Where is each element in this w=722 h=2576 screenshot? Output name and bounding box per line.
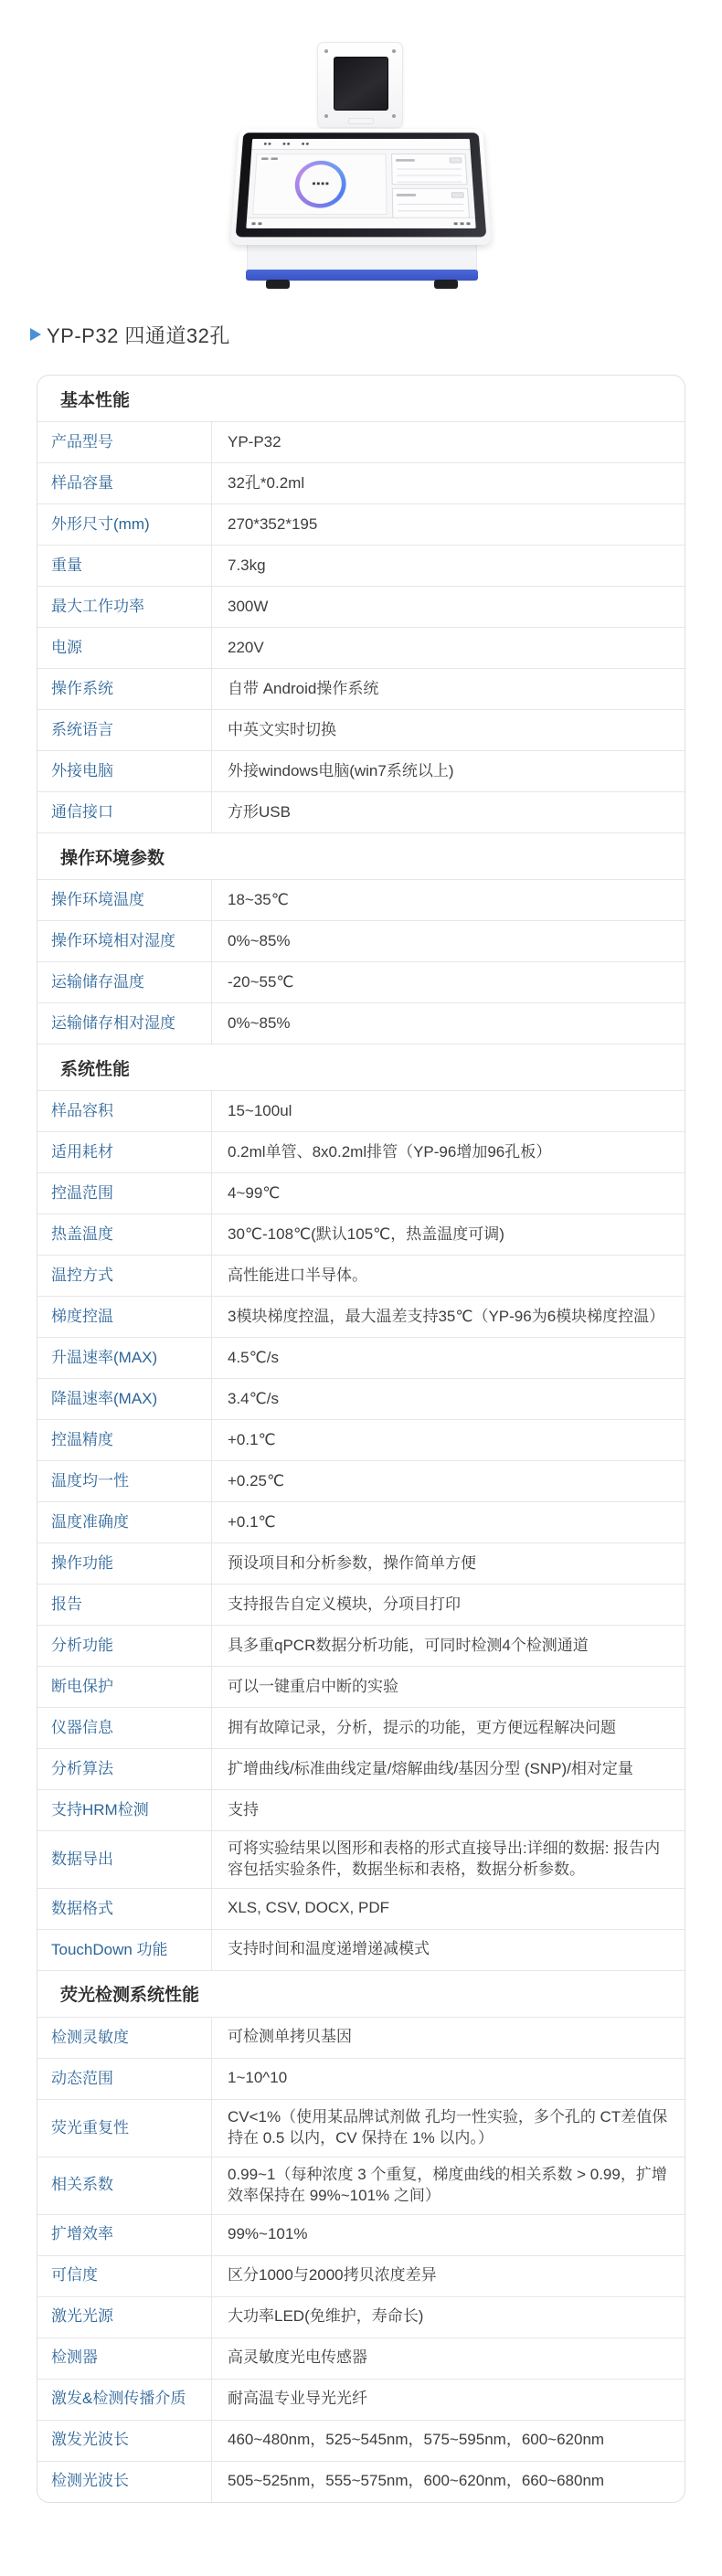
spec-value: 0.2ml单管、8x0.2ml排管（YP-96增加96孔板） <box>228 1142 552 1161</box>
spec-row <box>37 668 685 709</box>
section-header <box>37 376 685 421</box>
spec-label: 适用耗材 <box>37 1132 212 1172</box>
spec-label: 运输储存相对湿度 <box>37 1003 212 1044</box>
spec-value: +0.1℃ <box>228 1512 276 1531</box>
spec-label: 样品容量 <box>37 463 212 504</box>
spec-value: +0.1℃ <box>228 1430 276 1448</box>
spec-value: 拥有故障记录，分析，提示的功能，更方便远程解决问题 <box>228 1718 616 1736</box>
spec-value: 高灵敏度光电传感器 <box>228 2348 367 2367</box>
spec-value: 7.3kg <box>228 556 266 574</box>
spec-label: 断电保护 <box>37 1667 212 1707</box>
spec-value: YP-P32 <box>228 432 281 451</box>
spec-label: 激发光波长 <box>37 2421 212 2461</box>
spec-label: 操作环境温度 <box>37 880 212 920</box>
screw-icon <box>392 49 396 53</box>
spec-label: 升温速率(MAX) <box>37 1338 212 1378</box>
screen-tabbar <box>251 139 470 150</box>
spec-label: 外形尺寸(mm) <box>37 504 212 545</box>
spec-label: 外接电脑 <box>37 751 212 791</box>
spec-label: 荧光重复性 <box>37 2100 212 2157</box>
screw-icon <box>324 49 328 53</box>
spec-row <box>37 1584 685 1625</box>
spec-value: 耐高温专业导光光纤 <box>228 2390 367 2408</box>
spec-value: 270*352*195 <box>228 514 318 533</box>
device-lid <box>317 42 403 128</box>
spec-row <box>37 2099 685 2157</box>
spec-label: 仪器信息 <box>37 1708 212 1748</box>
spec-row <box>37 2337 685 2379</box>
spec-label: 检测灵敏度 <box>37 2018 212 2058</box>
spec-value: 预设项目和分析参数，操作简单方便 <box>228 1553 476 1572</box>
spec-value: 18~35℃ <box>228 890 289 908</box>
spec-label: 温控方式 <box>37 1256 212 1296</box>
progress-ring <box>294 160 346 207</box>
spec-row <box>37 750 685 791</box>
spec-label: 数据导出 <box>37 1831 212 1888</box>
spec-label: 控温范围 <box>37 1173 212 1214</box>
screen-body <box>247 150 475 218</box>
spec-value: 0%~85% <box>228 931 291 949</box>
spec-value: 扩增曲线/标准曲线定量/熔解曲线/基因分型 (SNP)/相对定量 <box>228 1759 633 1777</box>
spec-label: 热盖温度 <box>37 1214 212 1255</box>
monitor-screen <box>246 139 475 228</box>
spec-row <box>37 2296 685 2337</box>
spec-row <box>37 1625 685 1666</box>
spec-row <box>37 1214 685 1255</box>
spec-label: 激发&检测传播介质 <box>37 2380 212 2420</box>
spec-value: 3.4℃/s <box>228 1389 279 1407</box>
spec-value: 4~99℃ <box>228 1183 281 1202</box>
spec-label: 重量 <box>37 546 212 586</box>
section-title: 基本性能 <box>60 390 131 410</box>
lid-latch <box>348 118 374 124</box>
spec-label: 通信接口 <box>37 792 212 832</box>
spec-value: 0.99~1（每种浓度 3 个重复，梯度曲线的相关系数 > 0.99，扩增效率保持在 99%~101% 之间） <box>228 2165 667 2204</box>
spec-row <box>37 1460 685 1501</box>
spec-label: 分析功能 <box>37 1626 212 1666</box>
product-title-block <box>30 322 722 347</box>
spec-row <box>37 920 685 961</box>
spec-row <box>37 2420 685 2461</box>
spec-label: 分析算法 <box>37 1749 212 1789</box>
spec-table <box>37 375 685 2503</box>
spec-label: 数据格式 <box>37 1889 212 1929</box>
spec-label: 电源 <box>37 628 212 668</box>
device-photo <box>0 0 722 303</box>
spec-row <box>37 2157 685 2214</box>
section-header <box>37 1970 685 2017</box>
spec-value: XLS, CSV, DOCX, PDF <box>228 1899 389 1917</box>
spec-row <box>37 879 685 920</box>
spec-row <box>37 1090 685 1131</box>
spec-label: 扩增效率 <box>37 2215 212 2255</box>
spec-label: 检测光波长 <box>37 2462 212 2502</box>
screen-tab <box>302 143 309 145</box>
spec-row <box>37 2214 685 2255</box>
spec-label: 操作环境相对湿度 <box>37 921 212 961</box>
spec-label: 检测器 <box>37 2338 212 2379</box>
spec-row <box>37 2461 685 2502</box>
spec-label: 产品型号 <box>37 422 212 462</box>
spec-value: 高性能进口半导体。 <box>228 1266 367 1284</box>
spec-label: 控温精度 <box>37 1420 212 1460</box>
screen-panel <box>391 188 470 221</box>
spec-value: 可将实验结果以图形和表格的形式直接导出:详细的数据: 报告内容包括实验条件，数据坐标和表格，数据分析参数。 <box>228 1839 661 1878</box>
spec-value: 99%~101% <box>228 2225 308 2243</box>
screen-side-pane <box>391 154 470 215</box>
section-title: 操作环境参数 <box>60 848 165 868</box>
lid-heat-block <box>334 57 388 111</box>
spec-value: 大功率LED(免维护，寿命长) <box>228 2307 424 2326</box>
spec-row <box>37 1542 685 1584</box>
screen-panel <box>391 154 468 185</box>
screw-icon <box>324 114 328 118</box>
spec-label: 系统语言 <box>37 710 212 750</box>
device-monitor <box>230 129 492 245</box>
spec-label: 梯度控温 <box>37 1297 212 1337</box>
spec-row <box>37 1929 685 1970</box>
spec-row <box>37 2058 685 2099</box>
spec-value: 支持 <box>228 1800 259 1818</box>
product-title: YP-P32 四通道32孔 <box>47 323 230 347</box>
spec-label: 降温速率(MAX) <box>37 1379 212 1419</box>
device-foot <box>266 280 290 289</box>
spec-value: +0.25℃ <box>228 1471 285 1489</box>
spec-value: 220V <box>228 638 264 656</box>
spec-row <box>37 1666 685 1707</box>
screen-main-pane <box>252 154 387 215</box>
spec-value: CV<1%（使用某品牌试剂做 孔均一性实验，多个孔的 CT差值保持在 0.5 以内，CV 保持在 1% 以内。） <box>228 2107 668 2147</box>
spec-row <box>37 2255 685 2296</box>
spec-row <box>37 1002 685 1044</box>
spec-value: 可检测单拷贝基因 <box>228 2028 352 2046</box>
spec-row <box>37 545 685 586</box>
spec-row <box>37 1378 685 1419</box>
screen-caption <box>261 157 278 160</box>
spec-row <box>37 421 685 462</box>
spec-row <box>37 1419 685 1460</box>
spec-label: TouchDown 功能 <box>37 1930 212 1970</box>
play-triangle-icon <box>30 328 41 341</box>
spec-label: 支持HRM检测 <box>37 1790 212 1830</box>
spec-row <box>37 1131 685 1172</box>
spec-value: 32孔*0.2ml <box>228 473 305 492</box>
spec-value: 1~10^10 <box>228 2069 288 2087</box>
spec-row <box>37 1501 685 1542</box>
spec-row <box>37 462 685 504</box>
spec-value: 15~100ul <box>228 1101 292 1119</box>
spec-row <box>37 791 685 832</box>
screen-statusbar <box>246 217 475 228</box>
section-header <box>37 1044 685 1090</box>
spec-value: 0%~85% <box>228 1013 291 1032</box>
spec-row <box>37 1748 685 1789</box>
spec-row <box>37 2017 685 2058</box>
screen-tab <box>264 143 271 145</box>
spec-row <box>37 504 685 545</box>
spec-label: 温度均一性 <box>37 1461 212 1501</box>
spec-label: 可信度 <box>37 2256 212 2296</box>
spec-row <box>37 1888 685 1929</box>
spec-value: -20~55℃ <box>228 972 294 991</box>
spec-row <box>37 1830 685 1888</box>
spec-label: 报告 <box>37 1585 212 1625</box>
spec-value: 方形USB <box>228 802 291 821</box>
spec-value: 4.5℃/s <box>228 1348 279 1366</box>
spec-row <box>37 627 685 668</box>
spec-value: 30℃-108℃(默认105℃，热盖温度可调) <box>228 1224 504 1243</box>
monitor-bezel <box>236 133 487 237</box>
spec-label: 最大工作功率 <box>37 587 212 627</box>
device-foot <box>434 280 458 289</box>
spec-label: 激光光源 <box>37 2297 212 2337</box>
section-title: 系统性能 <box>60 1059 131 1079</box>
spec-row <box>37 1707 685 1748</box>
spec-row <box>37 1337 685 1378</box>
screw-icon <box>392 114 396 118</box>
spec-label: 运输储存温度 <box>37 962 212 1002</box>
spec-row <box>37 1172 685 1214</box>
spec-row <box>37 2379 685 2420</box>
section-title: 荧光检测系统性能 <box>60 1986 200 2006</box>
spec-label: 相关系数 <box>37 2157 212 2214</box>
spec-row <box>37 586 685 627</box>
spec-label: 温度准确度 <box>37 1502 212 1542</box>
spec-value: 505~525nm，555~575nm，600~620nm，660~680nm <box>228 2472 605 2490</box>
spec-row <box>37 709 685 750</box>
spec-row <box>37 961 685 1002</box>
spec-value: 具多重qPCR数据分析功能，可同时检测4个检测通道 <box>228 1636 589 1654</box>
spec-value: 支持报告自定义模块，分项目打印 <box>228 1595 461 1613</box>
screen-tab <box>282 143 290 145</box>
spec-value: 支持时间和温度递增递减模式 <box>228 1940 430 1958</box>
spec-label: 样品容积 <box>37 1091 212 1131</box>
spec-value: 460~480nm，525~545nm，575~595nm，600~620nm <box>228 2431 605 2449</box>
spec-value: 外接windows电脑(win7系统以上) <box>228 761 454 779</box>
spec-value: 自带 Android操作系统 <box>228 679 379 697</box>
spec-label: 操作功能 <box>37 1543 212 1584</box>
ring-center-text <box>294 160 346 207</box>
spec-row <box>37 1296 685 1337</box>
spec-row <box>37 1255 685 1296</box>
spec-value: 300W <box>228 597 269 615</box>
spec-value: 中英文实时切换 <box>228 720 336 738</box>
spec-row <box>37 1789 685 1830</box>
section-header <box>37 832 685 879</box>
spec-value: 3模块梯度控温，最大温差支持35℃（YP-96为6模块梯度控温） <box>228 1307 665 1325</box>
spec-label: 操作系统 <box>37 669 212 709</box>
spec-value: 可以一键重启中断的实验 <box>228 1677 398 1695</box>
spec-label: 动态范围 <box>37 2059 212 2099</box>
spec-value: 区分1000与2000拷贝浓度差异 <box>228 2266 437 2284</box>
